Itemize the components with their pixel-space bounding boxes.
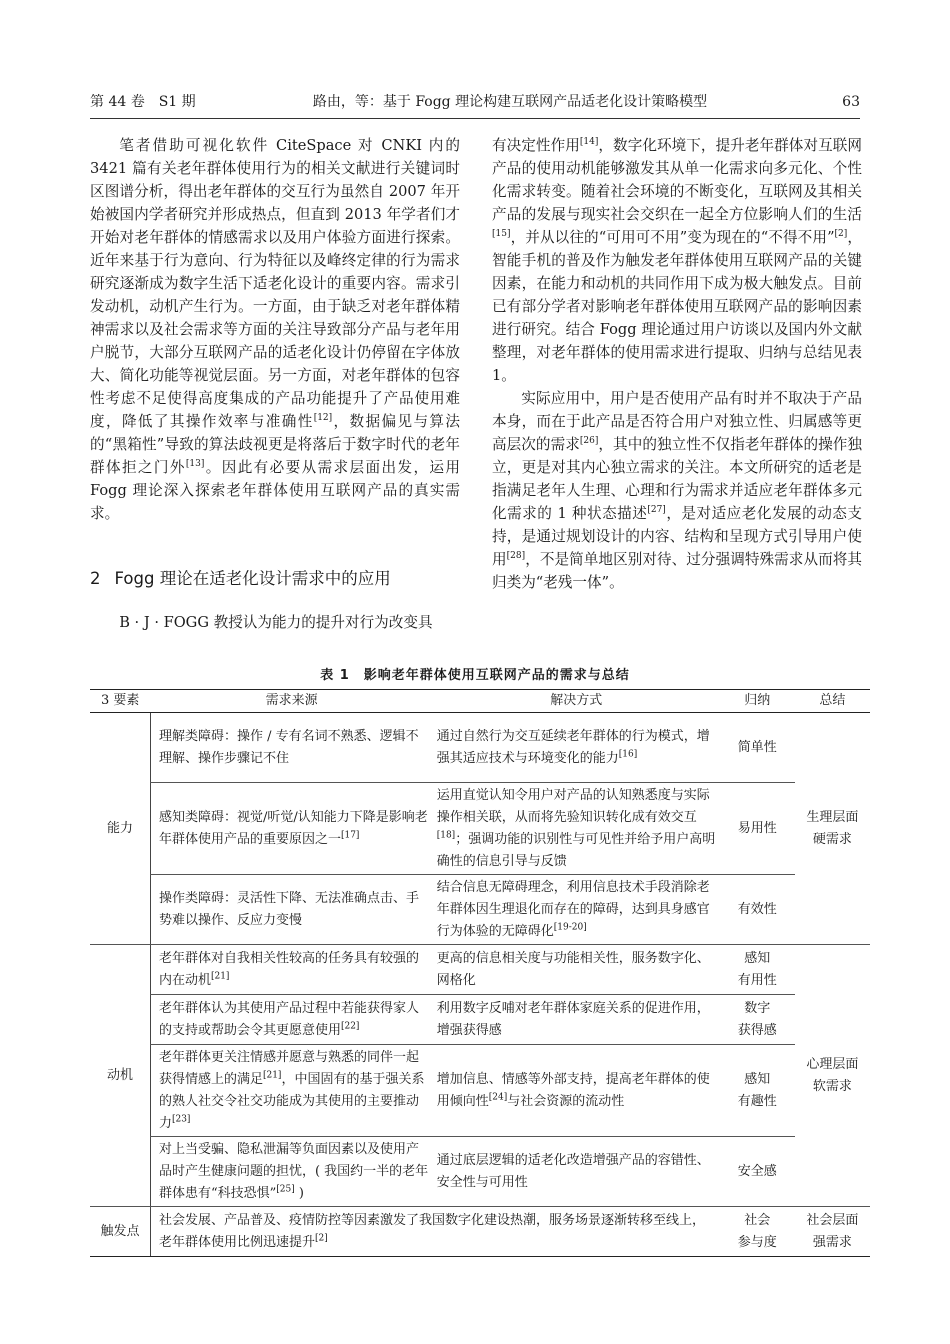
citation-ref: [27]	[647, 505, 666, 516]
summary-cell: 生理层面 硬需求	[795, 713, 870, 945]
citation-ref: [21]	[210, 971, 230, 982]
header-cell: 需求来源	[150, 690, 432, 713]
category-cell: 有效性	[720, 875, 795, 945]
citation-ref: [24]	[488, 1092, 508, 1103]
section-heading	[90, 566, 460, 592]
paragraph: 实际应用中，用户是否使用产品有时并不取决于产品本身，而在于此产品是否符合用户对独立性、归属感等更高层次的需求[26]，其中的独立性不仅指老年群体的操作独立，更是对其内心独立需求的关注。本文所研究的适老是指满足老年人生理、心理和行为需求并适应老年群体多元化需求的 1 种状态描述[27]，是对适应老化发展的动态支持，是通过规划设计的内容、结构和呈现方式引导用户使用[28]，不是简单地区别对待、过分强调特殊需求从而将其归类为“老残一体”。	[492, 390, 862, 591]
citation-ref: [15]	[492, 229, 511, 240]
citation-ref: [17]	[340, 830, 360, 841]
element-cell: 动机	[90, 945, 150, 1207]
citation-ref: [22]	[340, 1021, 360, 1032]
table-row	[90, 875, 870, 945]
solution-cell: 增加信息、情感等外部支持，提高老年群体的使用倾向性[24]与社会资源的流动性	[433, 1045, 720, 1137]
page-number: 63	[842, 94, 860, 110]
table-row	[90, 783, 870, 875]
table-row	[90, 1045, 870, 1137]
source-cell: 操作类障碍：灵活性下降、无法准确点击、手势难以操作、反应力变慢	[150, 875, 432, 945]
citation-ref: [26]	[579, 436, 599, 447]
solution-cell: 通过自然行为交互延续老年群体的行为模式，增强其适应技术与环境变化的能力[16]	[433, 713, 720, 783]
element-cell: 能力	[90, 713, 150, 945]
section-title: Fogg 理论在适老化设计需求中的应用	[114, 569, 391, 588]
source-cell: 对上当受骗、隐私泄漏等负面因素以及使用产品时产生健康问题的担忧，( 我国约一半的老年群体患有“科技恐惧”[25] )	[150, 1137, 432, 1207]
table-row	[90, 713, 870, 783]
element-cell: 触发点	[90, 1207, 150, 1257]
section-number: 2	[90, 569, 101, 588]
summary-cell: 心理层面 软需求	[795, 945, 870, 1207]
volume-issue: 第 44 卷 S1 期	[90, 94, 196, 110]
solution-cell: 结合信息无障碍理念，利用信息技术手段消除老年群体因生理退化而存在的障碍，达到具身感官行为体验的无障碍化[19-20]	[433, 875, 720, 945]
paragraph: B · J · FOGG 教授认为能力的提升对行为改变具	[119, 614, 433, 631]
category-cell: 感知 有用性	[720, 945, 795, 995]
citation-ref: [16]	[618, 749, 638, 760]
source-cell: 老年群体认为其使用产品过程中若能获得家人的支持或帮助会令其更愿意使用[22]	[150, 995, 432, 1045]
citation-ref: [14]	[579, 137, 599, 148]
category-cell: 安全感	[720, 1137, 795, 1207]
header-rule	[90, 118, 860, 119]
source-cell: 感知类障碍：视觉/听觉/认知能力下降是影响老年群体使用产品的重要原因之一[17]	[150, 783, 432, 875]
source-cell: 老年群体更关注情感并愿意与熟悉的同伴一起获得情感上的满足[21]，中国固有的基于强关系的熟人社交令社交功能成为其使用的主要推动力[23]	[150, 1045, 432, 1137]
category-cell: 易用性	[720, 783, 795, 875]
citation-ref: [19-20]	[553, 922, 587, 933]
table-caption: 表 1 影响老年群体使用互联网产品的需求与总结	[320, 668, 630, 683]
paragraph: 有决定性作用[14]，数字化环境下，提升老年群体对互联网产品的使用动机能够激发其从单一化需求向多元化、个性化需求转变。随着社会环境的不断变化，互联网及其相关产品的发展与现实社会交织在一起全方位影响人们的生活[15]，并从以往的“可用可不用”变为现在的“不得不用”[2]，智能手机的普及作为触发老年群体使用互联网产品的关键因素，在能力和动机的共同作用下成为极大触发点。目前已有部分学者对影响老年群体使用互联网产品的影响因素进行研究。结合 Fogg 理论通过用户访谈以及国内外文献整理，对老年群体的使用需求进行提取、归纳与总结见表 1。	[492, 137, 862, 384]
paragraph: 笔者借助可视化软件 CiteSpace 对 CNKI 内的 3421 篇有关老年群体使用行为的相关文献进行关键词时区图谱分析，得出老年群体的交互行为虽然自 2007 年开始被国内学者研究并形成热点，但直到 2013 年学者们才开始对老年群体的情感需求以及用户体验方面进行探索。近年来基于行为意向、行为特征以及峰终定律的行为需求研究逐渐成为数字生活下适老化设计的重要内容。需求引发动机，动机产生行为。一方面，由于缺乏对老年群体精神需求以及社会需求等方面的关注导致部分产品与老年用户脱节，大部分互联网产品的适老化设计仍停留在字体放大、简化功能等视觉层面。另一方面，对老年群体的包容性考虑不足使得高度集成的产品功能提升了产品使用难度，降低了其操作效率与准确性[12]，数据偏见与算法的“黑箱性”导致的算法歧视更是将落后于数字时代的老年群体拒之门外[13]。因此有必要从需求层面出发，运用 Fogg 理论深入探索老年群体使用互联网产品的真实需求。	[90, 137, 460, 522]
citation-ref: [13]	[185, 459, 205, 470]
citation-ref: [18]	[436, 830, 456, 841]
running-title: 路由，等：基于 Fogg 理论构建互联网产品适老化设计策略模型	[312, 94, 708, 110]
solution-cell: 运用直觉认知令用户对产品的认知熟悉度与实际操作相关联，从而将先验知识转化成有效交互[18]；强调功能的识别性与可见性并给予用户高明确性的信息引导与反馈	[433, 783, 720, 875]
table-row	[90, 1137, 870, 1207]
solution-cell: 更高的信息相关度与功能相关性，服务数字化、网格化	[433, 945, 720, 995]
citation-ref: [23]	[171, 1114, 191, 1125]
citation-ref: [28]	[506, 551, 526, 562]
source-cell: 理解类障碍：操作 / 专有名词不熟悉、逻辑不理解、操作步骤记不住	[150, 713, 432, 783]
solution-cell: 利用数字反哺对老年群体家庭关系的促进作用，增强获得感	[433, 995, 720, 1045]
solution-cell: 通过底层逻辑的适老化改造增强产品的容错性、安全性与可用性	[433, 1137, 720, 1207]
header-cell: 归纳	[720, 690, 795, 713]
table-row	[90, 995, 870, 1045]
citation-ref: [12]	[313, 413, 333, 424]
citation-ref: [2]	[834, 229, 848, 240]
left-column	[90, 134, 460, 525]
category-cell: 简单性	[720, 713, 795, 783]
summary-cell: 社会层面 强需求	[795, 1207, 870, 1257]
header-cell: 总结	[795, 690, 870, 713]
category-cell: 社会 参与度	[720, 1207, 795, 1257]
table-row	[90, 945, 870, 995]
needs-table	[90, 689, 870, 1257]
left-column-after-heading	[90, 611, 460, 634]
citation-ref: [21]	[262, 1070, 282, 1081]
header-cell: 解决方式	[433, 690, 720, 713]
right-column	[492, 134, 862, 594]
table-header-row	[90, 690, 870, 713]
citation-ref: [2]	[314, 1233, 328, 1244]
category-cell: 感知 有趣性	[720, 1045, 795, 1137]
category-cell: 数字 获得感	[720, 995, 795, 1045]
header-cell: 3 要素	[90, 690, 150, 713]
merged-cell: 社会发展、产品普及、疫情防控等因素激发了我国数字化建设热潮，服务场景逐渐转移至线上，老年群体使用比例迅速提升[2]	[150, 1207, 719, 1257]
citation-ref: [25]	[276, 1184, 295, 1195]
source-cell: 老年群体对自我相关性较高的任务具有较强的内在动机[21]	[150, 945, 432, 995]
table-row	[90, 1207, 870, 1257]
